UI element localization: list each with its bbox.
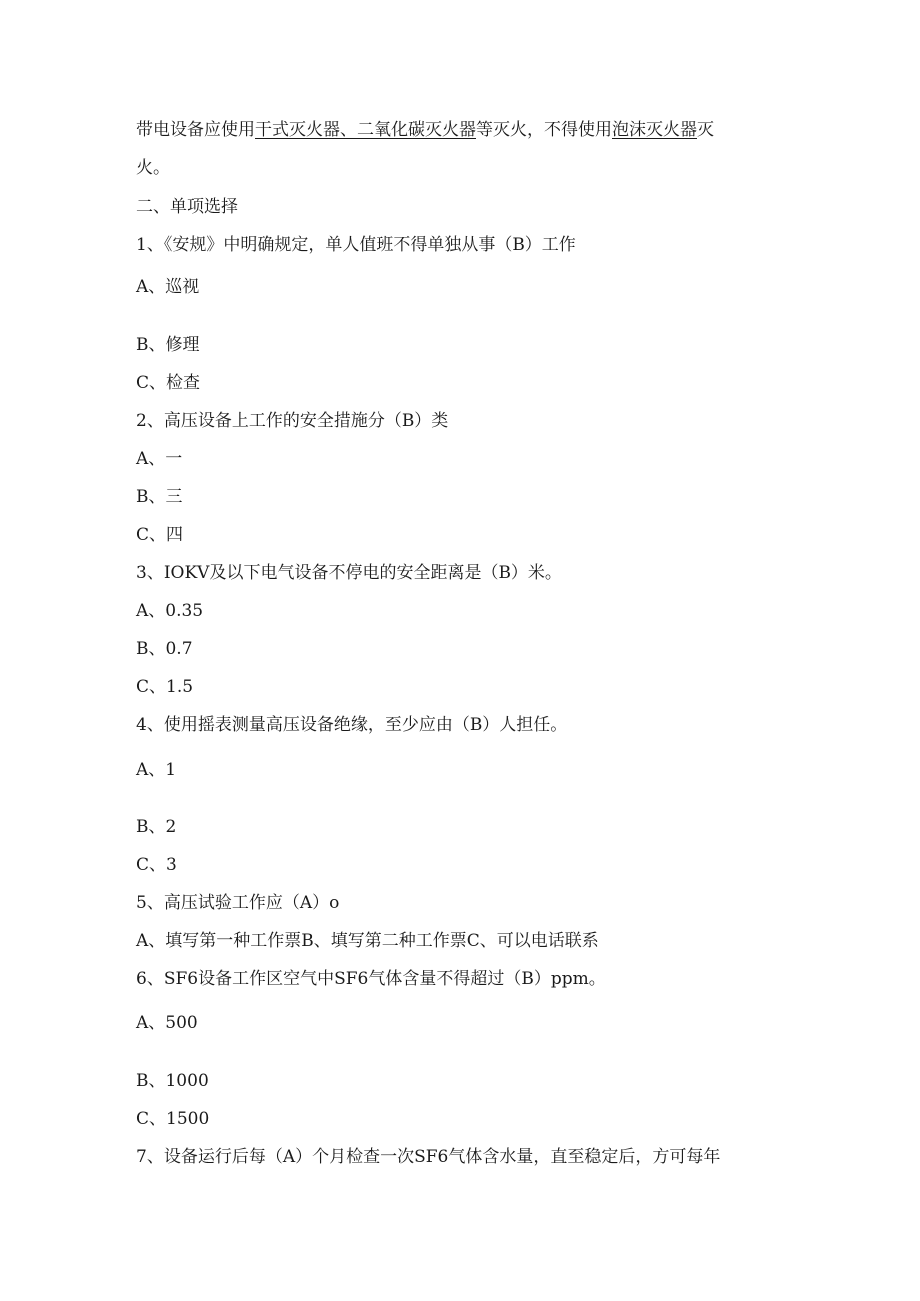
question-1-option-c: C、检查 — [136, 373, 201, 393]
question-3-option-a: A、0.35 — [136, 601, 204, 621]
question-2-stem: 2、高压设备上工作的安全措施分（B）类 — [136, 411, 449, 431]
section-title: 二、单项选择 — [136, 197, 238, 217]
question-1-option-b: B、修理 — [136, 335, 200, 355]
intro-continuation: 火。 — [136, 158, 170, 178]
question-2-option-b: B、三 — [136, 487, 183, 507]
question-1-stem: 1、《安规》中明确规定，单人值班不得单独从事（B）工作 — [136, 235, 576, 255]
question-6-stem: 6、SF6设备工作区空气中SF6气体含量不得超过（B）ppm。 — [136, 969, 606, 989]
intro-text-1: 带电设备应使用 — [136, 120, 255, 140]
question-3-option-b: B、0.7 — [136, 639, 193, 659]
intro-text-3: 灭 — [697, 120, 714, 140]
question-2-option-c: C、四 — [136, 525, 184, 545]
question-4-stem: 4、使用摇表测量高压设备绝缘，至少应由（B）人担任。 — [136, 715, 568, 735]
question-6-option-c: C、1500 — [136, 1109, 210, 1129]
question-2-option-a: A、一 — [136, 449, 183, 469]
question-3-option-c: C、1.5 — [136, 677, 194, 697]
question-1-option-a: A、巡视 — [136, 277, 200, 297]
question-6-option-b: B、1000 — [136, 1071, 209, 1091]
intro-underlined-1: 干式灭火器、二氧化碳灭火器 — [255, 120, 476, 140]
intro-text-2: 等灭火，不得使用 — [476, 120, 612, 140]
question-5-stem: 5、高压试验工作应（A）o — [136, 893, 340, 913]
question-6-option-a: A、500 — [136, 1013, 198, 1033]
question-5-options-inline: A、填写第一种工作票B、填写第二种工作票C、可以电话联系 — [136, 931, 599, 951]
question-4-option-b: B、2 — [136, 817, 177, 837]
intro-underlined-2: 泡沫灭火器 — [612, 120, 697, 140]
intro-paragraph — [136, 120, 714, 140]
question-4-option-a: A、1 — [136, 760, 177, 780]
question-3-stem: 3、IOKV及以下电气设备不停电的安全距离是（B）米。 — [136, 563, 562, 583]
question-7-stem: 7、设备运行后每（A）个月检查一次SF6气体含水量，直至稳定后，方可每年 — [136, 1147, 721, 1167]
question-4-option-c: C、3 — [136, 855, 177, 875]
